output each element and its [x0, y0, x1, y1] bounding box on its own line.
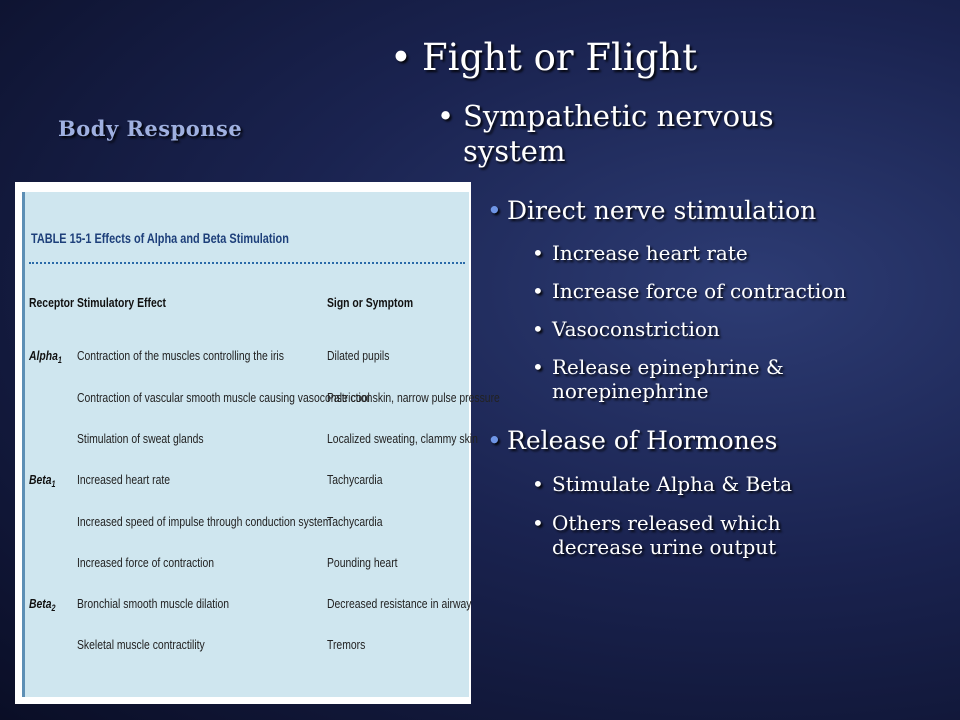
table-panel [22, 192, 500, 697]
bullet-dot: • [437, 99, 455, 133]
bullet-text: Release of Hormones [507, 426, 778, 455]
sign-cell: Localized sweating, clammy skin [327, 431, 478, 446]
table-image [15, 182, 500, 704]
bullet-text: Increase force of contraction [552, 279, 847, 303]
receptor-cell [29, 348, 62, 365]
sign-cell: Pale cool skin, narrow pulse pressure [327, 390, 500, 405]
bullet-text-line1: Others released which [552, 511, 781, 535]
bullet-text-line1: Sympathetic nervous [463, 99, 774, 133]
bullet-dot: • [532, 472, 544, 496]
bullet-dot: • [390, 36, 412, 79]
receptor-subscript: 1 [57, 355, 62, 365]
receptor-name: Alpha [29, 348, 58, 363]
bullet-text-line2: norepinephrine [552, 379, 709, 403]
bullet-sympathetic [437, 99, 774, 169]
bullet-text-line2: system [463, 134, 566, 168]
bullet-fight-or-flight [390, 36, 697, 79]
bullet-dot: • [532, 317, 544, 341]
bullet-vasoconstriction [532, 317, 720, 341]
bullet-text-line2: decrease urine output [552, 535, 777, 559]
bullet-release-epinephrine [532, 355, 784, 403]
effect-cell: Stimulation of sweat glands [77, 431, 204, 446]
effect-cell: Increased force of contraction [77, 555, 215, 570]
bullet-text: Stimulate Alpha & Beta [552, 472, 792, 496]
bullet-dot: • [532, 279, 544, 303]
bullet-dot: • [487, 426, 502, 455]
receptor-cell [29, 472, 56, 489]
receptor-subscript: 1 [51, 479, 56, 489]
bullet-others-released [532, 511, 781, 559]
effect-cell: Increased heart rate [77, 472, 171, 487]
receptor-name: Beta [29, 596, 52, 611]
effect-cell: Contraction of vascular smooth muscle causing vasoconstriction [77, 390, 373, 405]
bullet-dot: • [532, 511, 544, 535]
bullet-stimulate-alpha-beta [532, 472, 792, 496]
table-caption: TABLE 15-1 Effects of Alpha and Beta Stimulation [31, 230, 289, 246]
bullet-text: Fight or Flight [422, 36, 698, 79]
bullet-dot: • [487, 196, 502, 225]
side-title: Body Response [58, 116, 243, 141]
table-header-receptor: Receptor [29, 295, 75, 310]
bullet-dot: • [532, 355, 544, 379]
receptor-subscript: 2 [51, 603, 56, 613]
receptor-cell [29, 596, 56, 613]
bullet-text: Vasoconstriction [552, 317, 720, 341]
effect-cell: Skeletal muscle contractility [77, 637, 205, 652]
effect-cell: Contraction of the muscles controlling the iris [77, 348, 284, 363]
bullet-dot: • [532, 241, 544, 265]
effect-cell: Bronchial smooth muscle dilation [77, 596, 230, 611]
sign-cell: Tremors [327, 637, 366, 652]
bullet-direct-nerve [487, 196, 816, 225]
table-header-sign: Sign or Symptom [327, 295, 414, 310]
table-divider [29, 262, 465, 264]
sign-cell: Tachycardia [327, 514, 383, 529]
receptor-name: Beta [29, 472, 52, 487]
bullet-release-hormones [487, 426, 777, 455]
sign-cell: Dilated pupils [327, 348, 390, 363]
bullet-text: Direct nerve stimulation [507, 196, 817, 225]
sign-cell: Decreased resistance in airway [327, 596, 472, 611]
sign-cell: Pounding heart [327, 555, 398, 570]
sign-cell: Tachycardia [327, 472, 383, 487]
bullet-text: Increase heart rate [552, 241, 748, 265]
table-header-effect: Stimulatory Effect [77, 295, 166, 310]
effect-cell: Increased speed of impulse through conduction system [77, 514, 332, 529]
bullet-heart-rate [532, 241, 748, 265]
bullet-text-line1: Release epinephrine & [552, 355, 784, 379]
bullet-force-contraction [532, 279, 846, 303]
